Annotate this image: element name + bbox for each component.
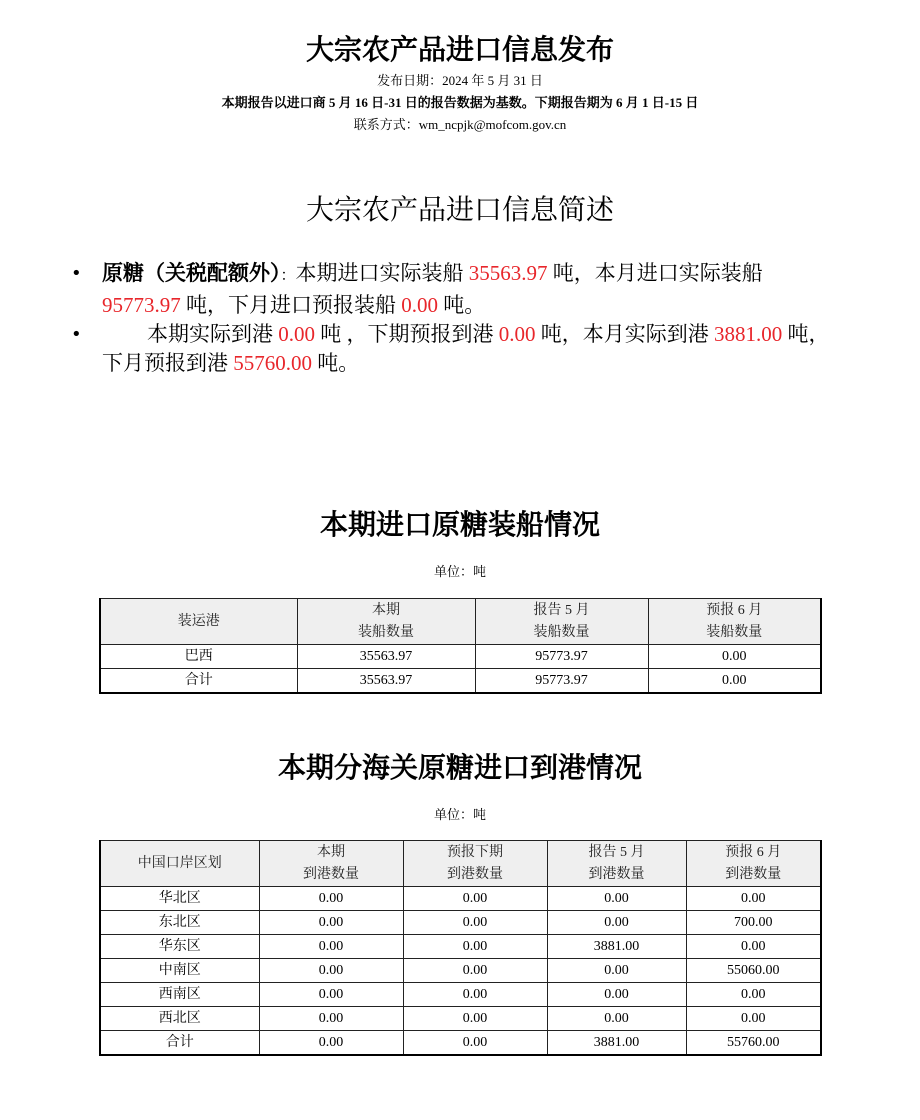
table-cell: 35563.97 xyxy=(297,669,475,694)
table-row xyxy=(100,983,821,1007)
table-cell: 0.00 xyxy=(686,983,821,1007)
table-cell: 700.00 xyxy=(686,911,821,935)
table-cell: 中南区 xyxy=(100,959,259,983)
shipping-table-title: 本期进口原糖装船情况 xyxy=(319,509,600,540)
table-cell: 95773.97 xyxy=(475,669,648,694)
table-cell: 35563.97 xyxy=(297,645,475,669)
column-header-current xyxy=(297,599,475,645)
table-cell: 0.00 xyxy=(259,1031,403,1056)
table-row xyxy=(100,1007,821,1031)
header-text: 预报 6 月 xyxy=(706,602,763,618)
summary-text: 本期进口实际装船 xyxy=(295,261,469,285)
page-title: 大宗农产品进口信息发布 xyxy=(305,34,614,65)
summary-value: 55760.00 xyxy=(233,351,312,375)
table-row-total xyxy=(100,669,821,694)
header-text: 本期 xyxy=(372,602,400,618)
summary-title: 大宗农产品进口信息简述 xyxy=(305,194,614,225)
header-text: 装船数量 xyxy=(533,624,590,640)
summary-text: 吨，本月进口实际装船 xyxy=(547,261,763,285)
summary-list xyxy=(71,259,844,378)
table-cell: 0.00 xyxy=(259,935,403,959)
arrival-table-unit: 单位：吨 xyxy=(433,807,486,822)
column-header-forecast-june xyxy=(648,599,821,645)
summary-text: 吨，本月实际到港 xyxy=(535,322,714,346)
summary-value: 0.00 xyxy=(498,322,536,346)
shipping-table-unit: 单位：吨 xyxy=(433,564,486,579)
column-header-forecast-june xyxy=(686,841,821,887)
summary-text: 吨，下月进口预报装船 xyxy=(180,293,402,317)
table-cell: 0.00 xyxy=(403,1031,547,1056)
table-cell: 3881.00 xyxy=(547,1031,686,1056)
bullet-dot-icon: • xyxy=(71,324,82,345)
table-cell: 0.00 xyxy=(547,983,686,1007)
table-row xyxy=(100,911,821,935)
report-period-notice: 本期报告以进口商 5 月 16 日-31 日的报告数据为基数。下期报告期为 6 月 1 日-15 日 xyxy=(221,95,699,110)
column-header-forecast-next xyxy=(403,841,547,887)
header-text: 本期 xyxy=(317,844,345,860)
bullet-dot-icon: • xyxy=(71,263,82,284)
summary-text: 吨。 xyxy=(438,293,486,317)
table-cell: 0.00 xyxy=(648,669,821,694)
table-row xyxy=(100,887,821,911)
column-header-port xyxy=(100,599,297,645)
table-cell: 55760.00 xyxy=(686,1031,821,1056)
column-header-current xyxy=(259,841,403,887)
table-cell: 0.00 xyxy=(686,935,821,959)
table-cell: 0.00 xyxy=(686,1007,821,1031)
summary-text: 吨。 xyxy=(312,351,360,375)
table-cell: 0.00 xyxy=(403,887,547,911)
table-cell: 0.00 xyxy=(547,1007,686,1031)
header-text: 到港数量 xyxy=(447,866,503,882)
table-cell: 0.00 xyxy=(547,887,686,911)
summary-value: 0.00 xyxy=(278,322,315,346)
table-cell: 0.00 xyxy=(403,1007,547,1031)
summary-value: 0.00 xyxy=(401,293,438,317)
summary-text: 吨，下月预报到港 xyxy=(102,322,830,375)
table-row-total xyxy=(100,1031,821,1056)
header-text: 装船数量 xyxy=(358,624,414,640)
table-cell: 东北区 xyxy=(100,911,259,935)
table-cell: 0.00 xyxy=(686,887,821,911)
header-text: 装船数量 xyxy=(706,624,763,640)
table-header-row xyxy=(100,599,821,645)
header-text: 到港数量 xyxy=(588,866,645,882)
table-cell: 3881.00 xyxy=(547,935,686,959)
header-text: 报告 5 月 xyxy=(533,602,590,618)
table-cell: 合计 xyxy=(100,1031,259,1056)
summary-text: 吨 ，下期预报到港 xyxy=(315,322,499,346)
table-cell: 0.00 xyxy=(259,887,403,911)
table-cell: 0.00 xyxy=(259,983,403,1007)
shipping-table xyxy=(99,598,822,694)
contact-info: 联系方式：wm_ncpjk@mofcom.gov.cn xyxy=(353,117,567,132)
table-cell: 华北区 xyxy=(100,887,259,911)
table-header-row xyxy=(100,841,821,887)
header-text: 到港数量 xyxy=(303,866,359,882)
arrival-table xyxy=(99,840,822,1056)
table-cell: 巴西 xyxy=(100,645,297,669)
table-cell: 0.00 xyxy=(259,959,403,983)
table-cell: 95773.97 xyxy=(475,645,648,669)
table-row xyxy=(100,959,821,983)
header-text: 中国口岸区划 xyxy=(137,855,222,871)
table-cell: 0.00 xyxy=(403,935,547,959)
table-cell: 0.00 xyxy=(403,983,547,1007)
summary-item-arrival xyxy=(71,320,844,378)
summary-value: 95773.97 xyxy=(102,293,181,317)
header-text: 装运港 xyxy=(177,613,220,629)
arrival-table-title: 本期分海关原糖进口到港情况 xyxy=(277,752,642,783)
summary-value: 35563.97 xyxy=(468,261,548,285)
column-header-reported-may xyxy=(475,599,648,645)
table-cell: 西南区 xyxy=(100,983,259,1007)
table-cell: 合计 xyxy=(100,669,297,694)
header-text: 到港数量 xyxy=(725,866,782,882)
table-cell: 0.00 xyxy=(648,645,821,669)
column-header-region xyxy=(100,841,259,887)
summary-value: 3881.00 xyxy=(714,322,783,346)
column-header-reported-may xyxy=(547,841,686,887)
table-cell: 0.00 xyxy=(547,959,686,983)
table-cell: 西北区 xyxy=(100,1007,259,1031)
summary-text: 本期实际到港 xyxy=(147,322,279,346)
table-cell: 0.00 xyxy=(403,959,547,983)
table-cell: 0.00 xyxy=(259,1007,403,1031)
table-cell: 0.00 xyxy=(547,911,686,935)
table-cell: 0.00 xyxy=(259,911,403,935)
summary-item-shipping xyxy=(71,259,844,320)
header-text: 预报下期 xyxy=(447,844,503,860)
table-cell: 0.00 xyxy=(403,911,547,935)
table-row xyxy=(100,935,821,959)
header-text: 预报 6 月 xyxy=(725,844,782,860)
release-date: 发布日期：2024 年 5 月 31 日 xyxy=(377,73,543,88)
table-row xyxy=(100,645,821,669)
summary-text: ： xyxy=(280,268,296,284)
header-text: 报告 5 月 xyxy=(588,844,645,860)
commodity-label: 原糖（关税配额外） xyxy=(102,262,281,285)
table-cell: 55060.00 xyxy=(686,959,821,983)
table-cell: 华东区 xyxy=(100,935,259,959)
